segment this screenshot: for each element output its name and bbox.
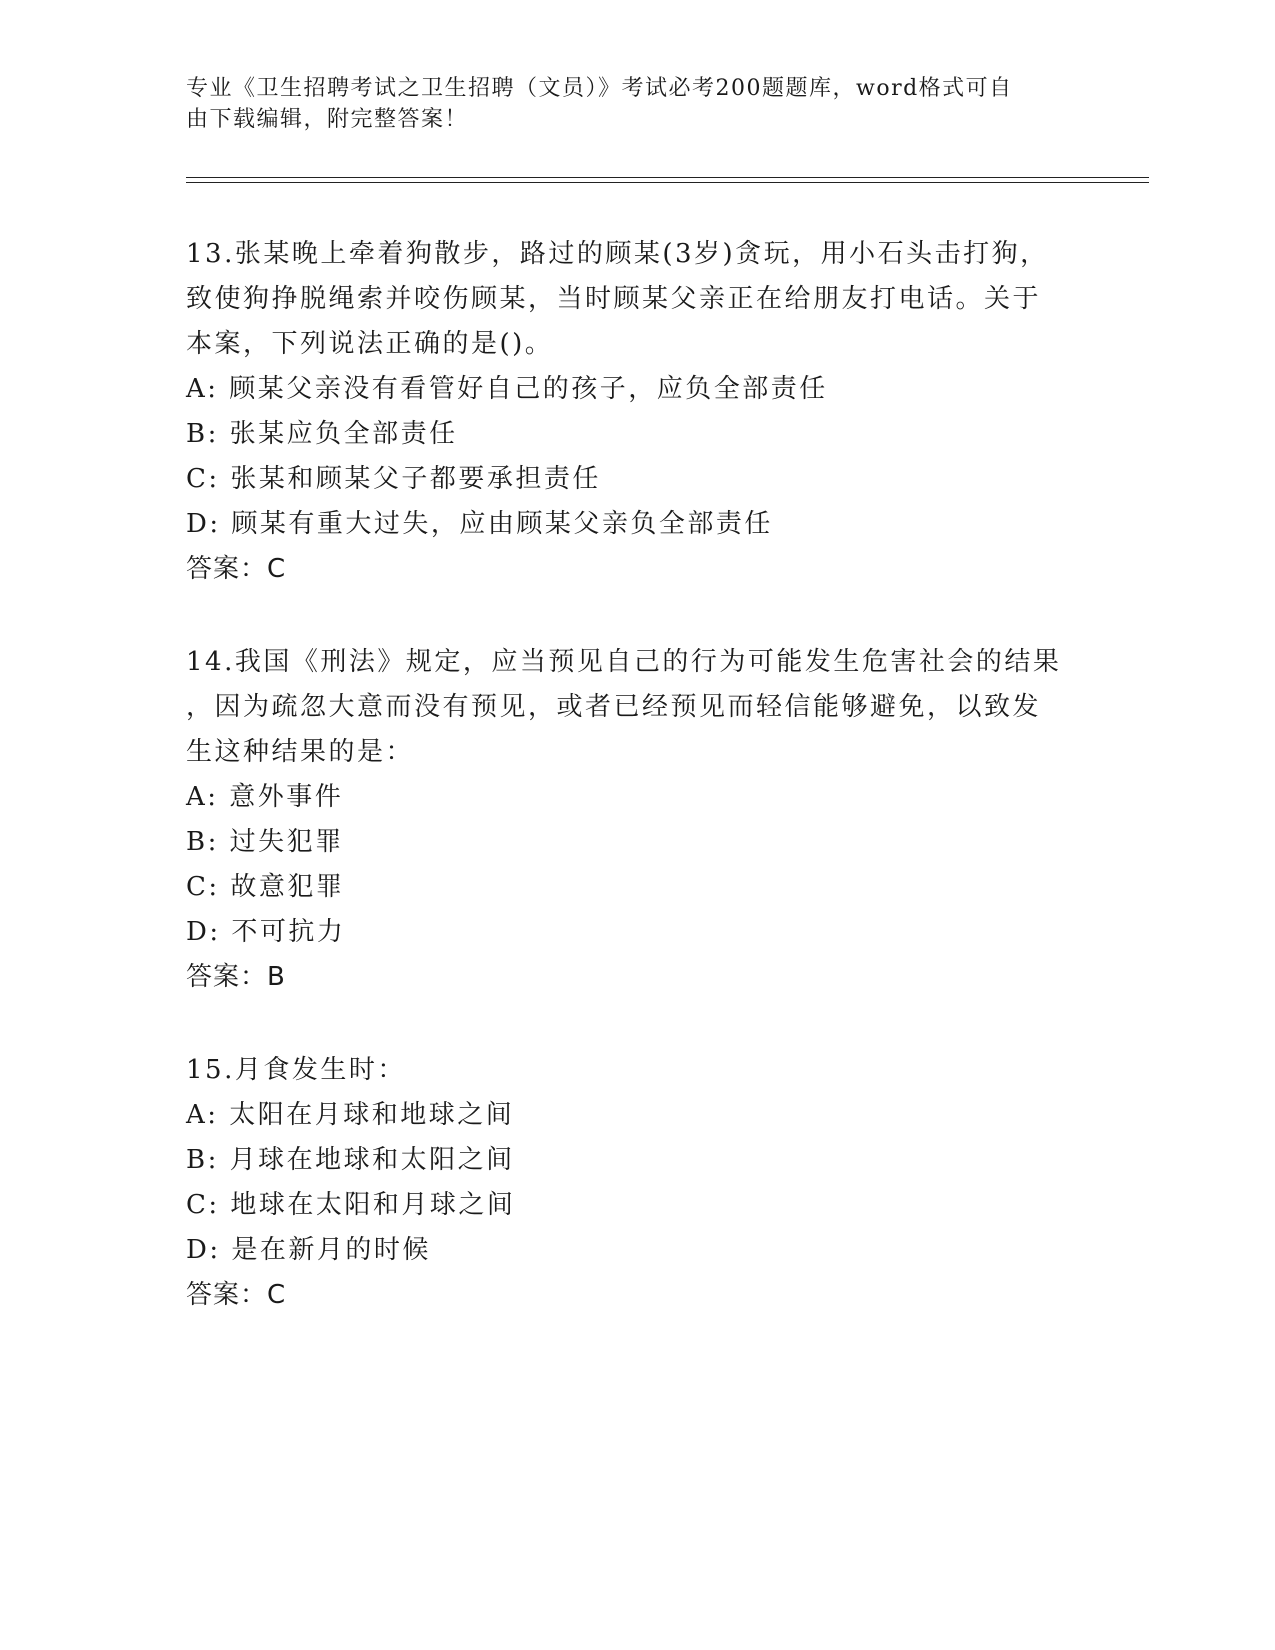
option-a: A: 意外事件 — [186, 782, 344, 812]
option-d: D: 顾某有重大过失，应由顾某父亲负全部责任 — [186, 509, 773, 539]
question-stem: 13.张某晚上牵着狗散步，路过的顾某(3岁)贪玩，用小石头击打狗， 致使狗挣脱绳索并咬伤顾某，当时顾某父亲正在给朋友打电话。关于 本案，下列说法正确的是()。 — [186, 239, 1049, 359]
document-header: 专业《卫生招聘考试之卫生招聘（文员）》考试必考200题题库，word格式可自 由下载编辑，附完整答案！ — [186, 76, 1013, 132]
header-divider-bottom — [186, 182, 1149, 183]
question-stem: 15.月食发生时： — [186, 1055, 406, 1085]
header-divider-top — [186, 177, 1149, 178]
option-c: C: 张某和顾某父子都要承担责任 — [186, 464, 601, 494]
option-a: A: 太阳在月球和地球之间 — [186, 1100, 515, 1130]
answer: 答案：C — [186, 554, 287, 584]
question-14 — [186, 640, 1086, 1000]
option-b: B: 月球在地球和太阳之间 — [186, 1145, 515, 1175]
option-d: D: 是在新月的时候 — [186, 1235, 431, 1265]
option-b: B: 张某应负全部责任 — [186, 419, 458, 449]
answer: 答案：B — [186, 962, 286, 992]
option-d: D: 不可抗力 — [186, 917, 346, 947]
answer: 答案：C — [186, 1280, 287, 1310]
option-c: C: 故意犯罪 — [186, 872, 345, 902]
option-c: C: 地球在太阳和月球之间 — [186, 1190, 516, 1220]
question-stem: 14.我国《刑法》规定，应当预见自己的行为可能发生危害社会的结果 ，因为疏忽大意而没有预见，或者已经预见而轻信能够避免，以致发 生这种结果的是： — [186, 647, 1062, 767]
question-13 — [186, 232, 1086, 592]
option-a: A: 顾某父亲没有看管好自己的孩子，应负全部责任 — [186, 374, 828, 404]
question-15 — [186, 1048, 1086, 1318]
option-b: B: 过失犯罪 — [186, 827, 344, 857]
